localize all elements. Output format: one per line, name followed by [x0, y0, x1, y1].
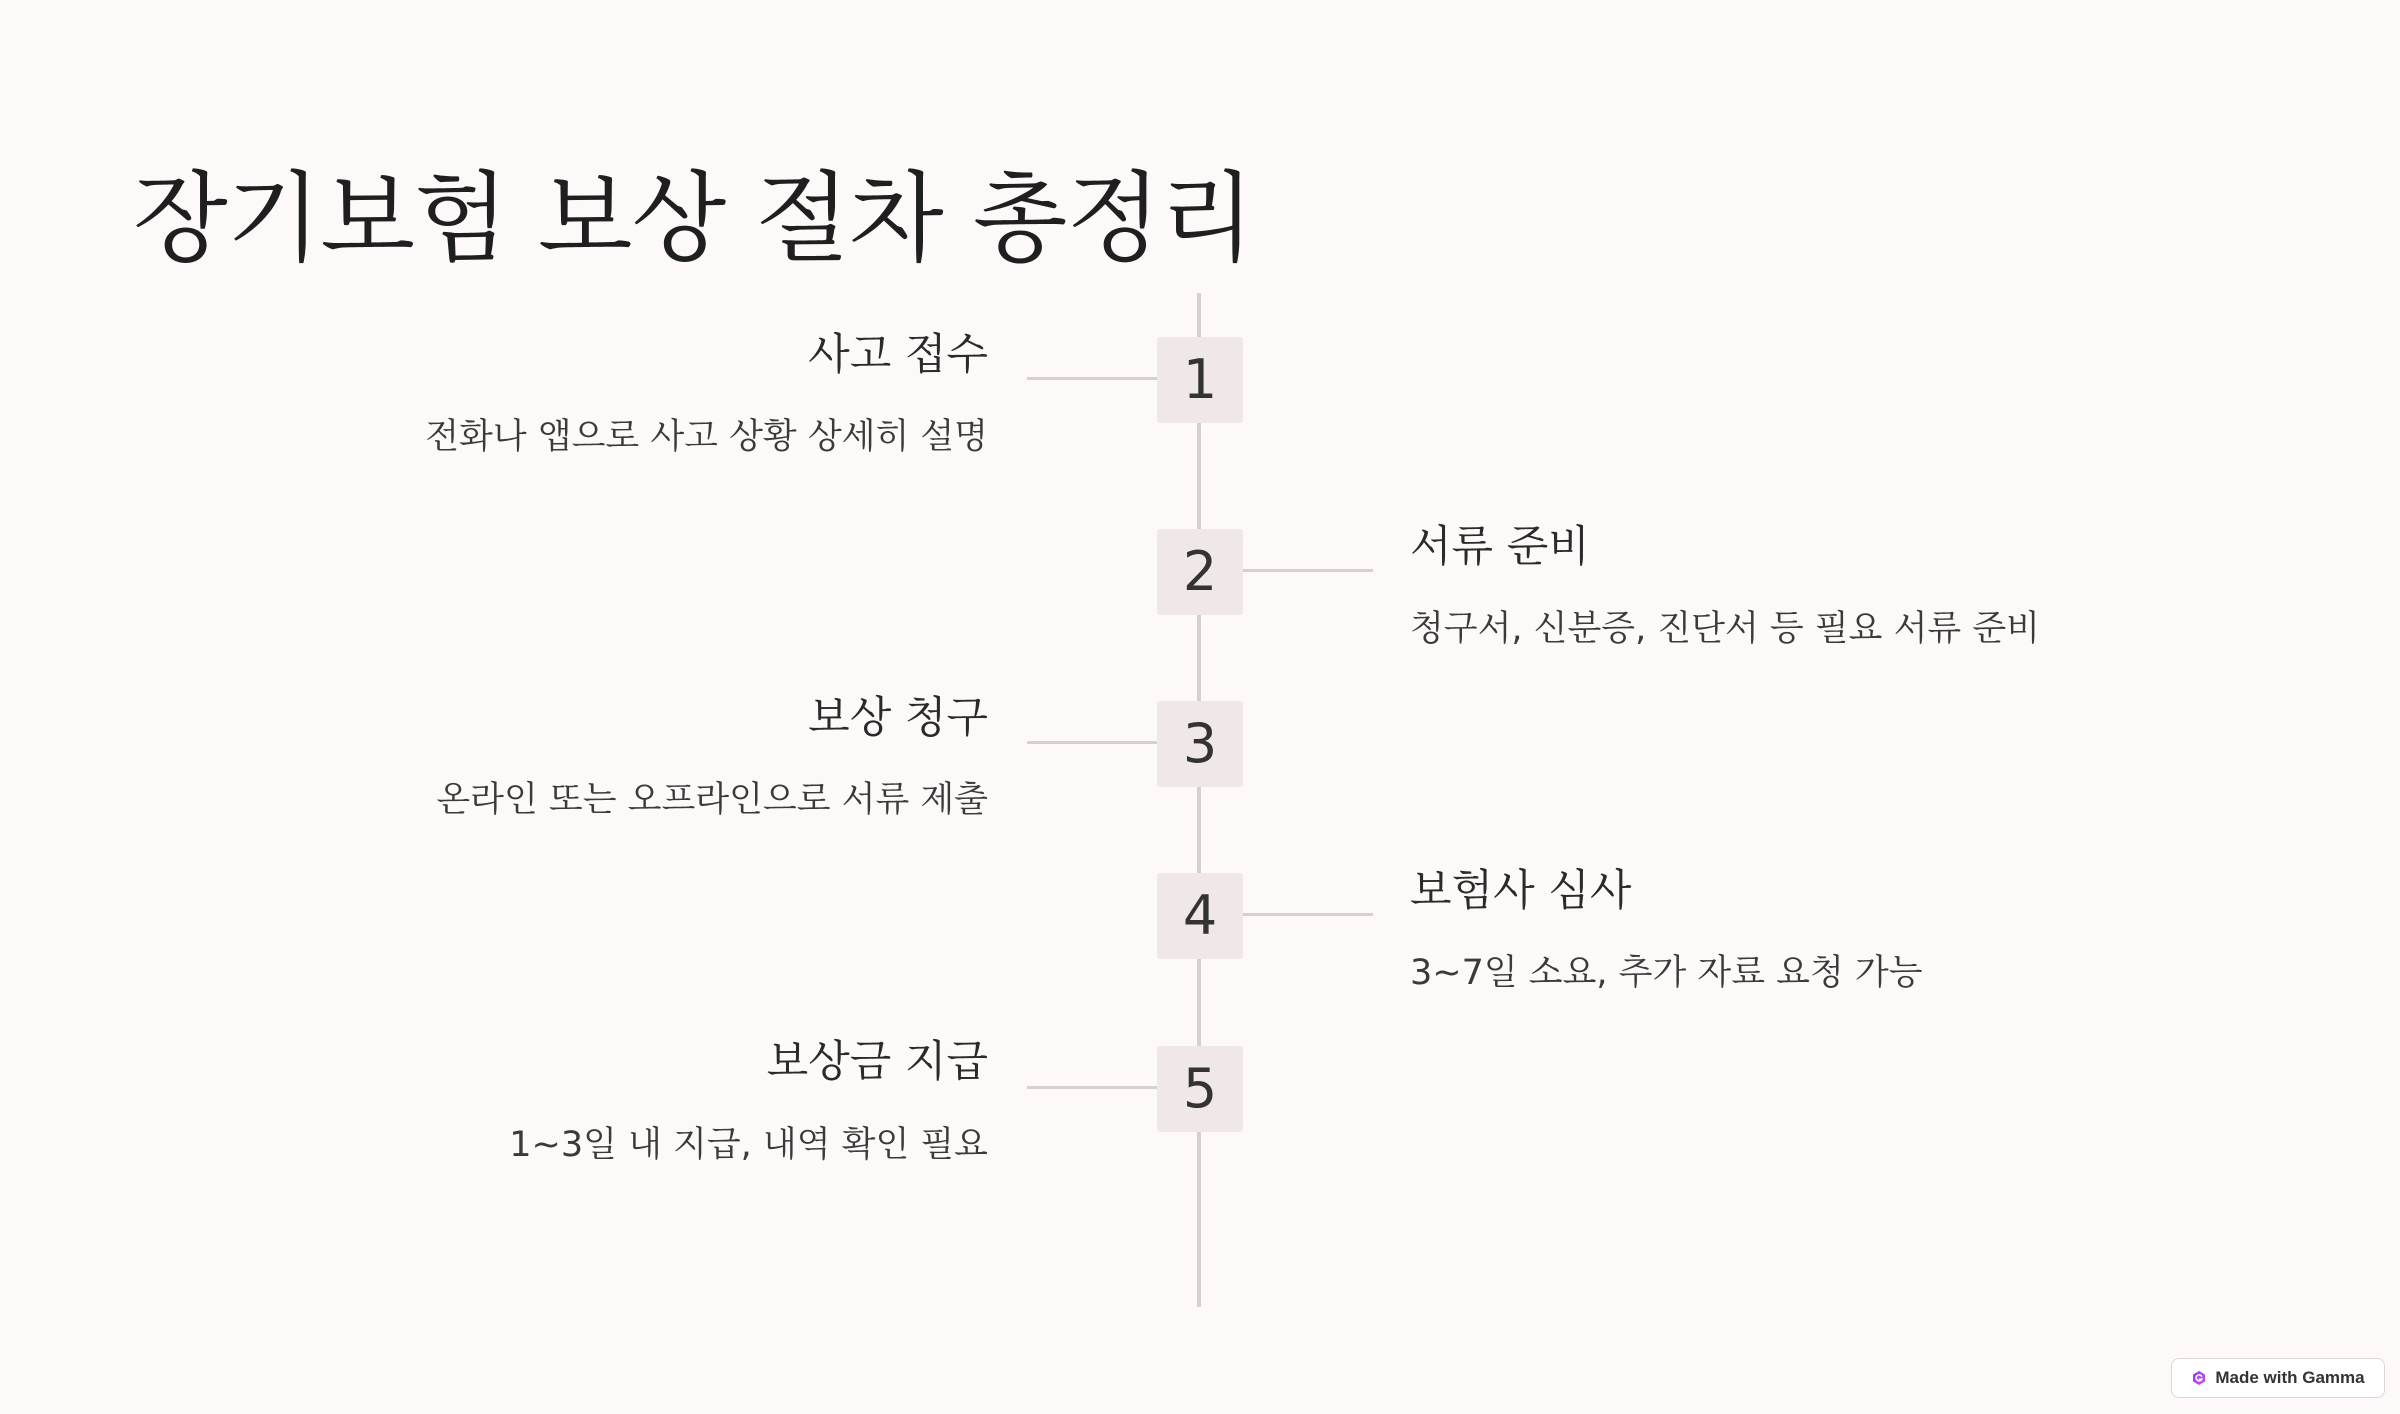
gamma-badge-label: Made with Gamma [2215, 1368, 2365, 1387]
step-description: 청구서, 신분증, 진단서 등 필요 서류 준비 [1410, 609, 2040, 649]
step-number-badge: 1 [1157, 337, 1243, 423]
step-description: 전화나 앱으로 사고 상황 상세히 설명 [425, 417, 988, 457]
step-description: 3~7일 소요, 추가 자료 요청 가능 [1410, 953, 1923, 993]
step-connector [1243, 569, 1373, 572]
step-connector [1027, 377, 1157, 380]
page-title: 장기보험 보상 절차 총정리 [133, 161, 1254, 276]
step-number-badge: 4 [1157, 873, 1243, 959]
step-title: 보상금 지급 [766, 1037, 988, 1087]
step-number-badge: 2 [1157, 529, 1243, 615]
step-description: 온라인 또는 오프라인으로 서류 제출 [436, 780, 988, 820]
gamma-logo-icon [2191, 1370, 2207, 1386]
step-description: 1~3일 내 지급, 내역 확인 필요 [509, 1125, 988, 1165]
step-title: 사고 접수 [808, 330, 988, 380]
step-title: 보험사 심사 [1410, 866, 1632, 916]
step-connector [1027, 741, 1157, 744]
step-connector [1027, 1086, 1157, 1089]
step-number-badge: 5 [1157, 1046, 1243, 1132]
made-with-gamma-badge[interactable] [2171, 1358, 2385, 1398]
timeline-line [1197, 293, 1201, 1307]
step-title: 보상 청구 [808, 693, 988, 743]
step-number-badge: 3 [1157, 701, 1243, 787]
step-title: 서류 준비 [1410, 522, 1590, 572]
step-connector [1243, 913, 1373, 916]
